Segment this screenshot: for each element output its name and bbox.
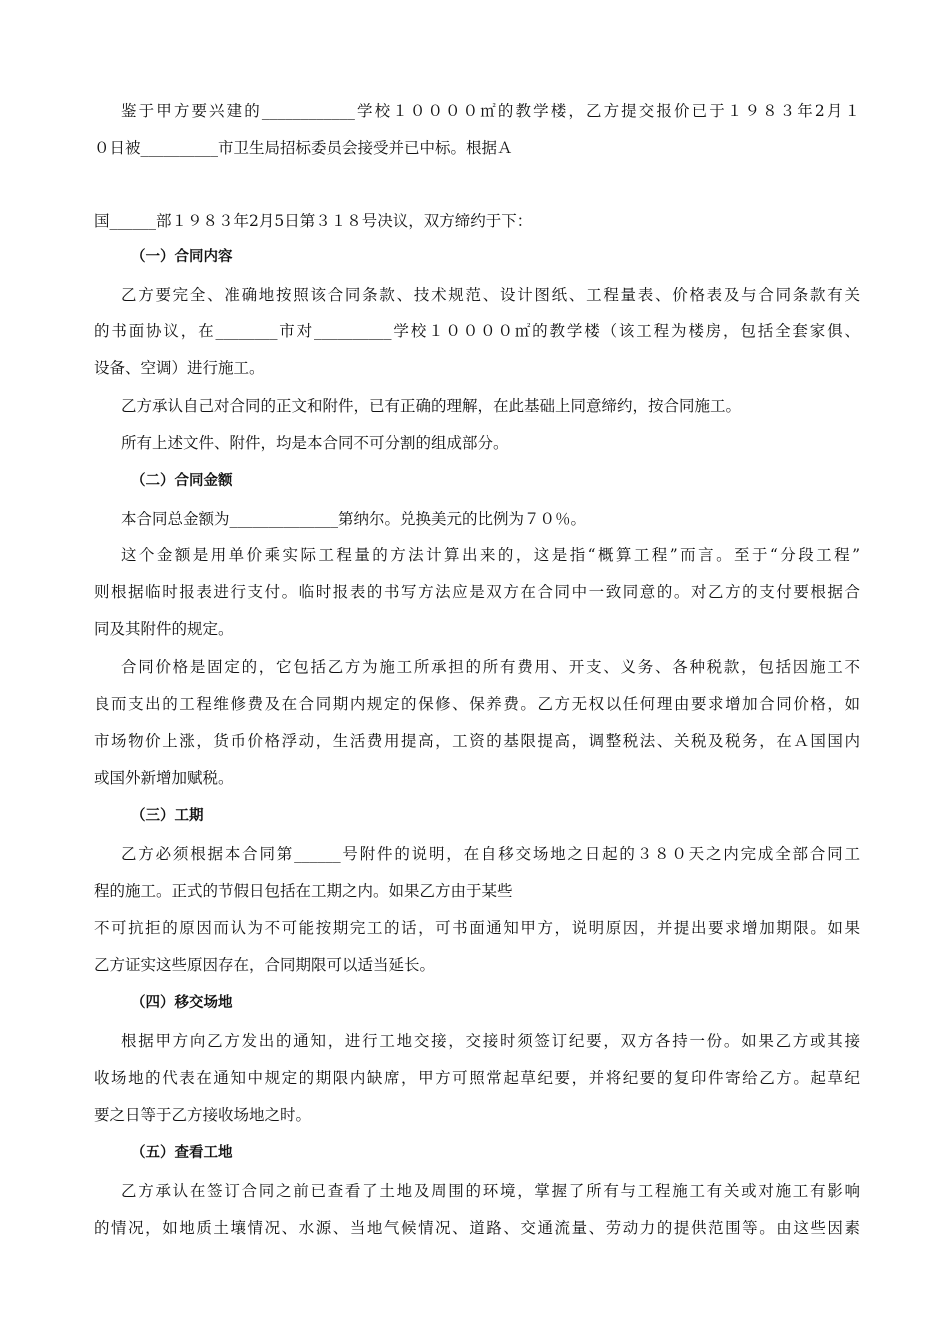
- paragraph-line: 良而支出的工程维修费及在合同期内规定的保修、保养费。乙方无权以任何理由要求增加合同价格，如: [94, 695, 860, 713]
- paragraph-line: 的书面协议，在________市对__________学校１００００㎡的教学楼（该工程为楼房，包括全套家俱、: [94, 322, 860, 340]
- paragraph-line: 所有上述文件、附件，均是本合同不可分割的组成部分。: [121, 434, 509, 452]
- paragraph-line: 乙方必须根据本合同第______号附件的说明，在自移交场地之日起的３８０天之内完成全部合同工: [121, 845, 860, 863]
- paragraph-line: 同及其附件的规定。: [94, 620, 234, 638]
- paragraph-line: 或国外新增加赋税。: [94, 769, 234, 787]
- paragraph-line: 乙方要完全、准确地按照该合同条款、技术规范、设计图纸、工程量表、价格表及与合同条款有关: [121, 286, 860, 304]
- section-heading-schedule: （三）工期: [131, 808, 204, 824]
- section-heading-site-inspection: （五）查看工地: [131, 1145, 233, 1161]
- paragraph-line: 要之日等于乙方接收场地之时。: [94, 1106, 312, 1124]
- paragraph-line: 设备、空调）进行施工。: [94, 359, 265, 377]
- paragraph-line: 乙方证实这些原因存在，合同期限可以适当延长。: [94, 956, 436, 974]
- paragraph-line: 则根据临时报表进行支付。临时报表的书写方法应是双方在合同中一致同意的。对乙方的支付要根据合: [94, 583, 860, 601]
- paragraph-line: 本合同总金额为______________第纳尔。兑换美元的比例为７０％。: [121, 510, 587, 528]
- paragraph-line: 国______部１９８３年2月5日第３１８号决议，双方缔约于下：: [94, 212, 533, 230]
- paragraph-line: 鉴于甲方要兴建的____________学校１００００㎡的教学楼，乙方提交报价已于１９８３年2月１: [121, 102, 860, 120]
- paragraph-line: 乙方承认在签订合同之前已查看了土地及周围的环境，掌握了所有与工程施工有关或对施工有影响: [121, 1182, 860, 1200]
- paragraph-line: 这个金额是用单价乘实际工程量的方法计算出来的，这是指“概算工程”而言。至于“分段工程”: [121, 546, 860, 564]
- paragraph-line: 乙方承认自己对合同的正文和附件，已有正确的理解，在此基础上同意缔约，按合同施工。: [121, 397, 742, 415]
- section-heading-contract-amount: （二）合同金额: [131, 473, 233, 489]
- section-heading-contract-content: （一）合同内容: [131, 249, 233, 265]
- paragraph-line: 程的施工。正式的节假日包括在工期之内。如果乙方由于某些: [94, 882, 513, 900]
- paragraph-line: 合同价格是固定的，它包括乙方为施工所承担的所有费用、开支、义务、各种税款，包括因施工不: [121, 658, 860, 676]
- section-heading-site-handover: （四）移交场地: [131, 995, 233, 1011]
- paragraph-line: 市场物价上涨，货币价格浮动，生活费用提高，工资的基限提高，调整税法、关税及税务，在Ａ国国内: [94, 732, 860, 750]
- paragraph-line: 收场地的代表在通知中规定的期限内缺席，甲方可照常起草纪要，并将纪要的复印件寄给乙方。起草纪: [94, 1069, 860, 1087]
- paragraph-line: 根据甲方向乙方发出的通知，进行工地交接，交接时须签订纪要，双方各持一份。如果乙方或其接: [121, 1032, 860, 1050]
- paragraph-line: 不可抗拒的原因而认为不可能按期完工的话，可书面通知甲方，说明原因，并提出要求增加期限。如果: [94, 919, 860, 937]
- paragraph-line: 的情况，如地质土壤情况、水源、当地气候情况、道路、交通流量、劳动力的提供范围等。由这些因素: [94, 1219, 860, 1237]
- paragraph-line: ０日被__________市卫生局招标委员会接受并已中标。根据Ａ: [94, 139, 513, 157]
